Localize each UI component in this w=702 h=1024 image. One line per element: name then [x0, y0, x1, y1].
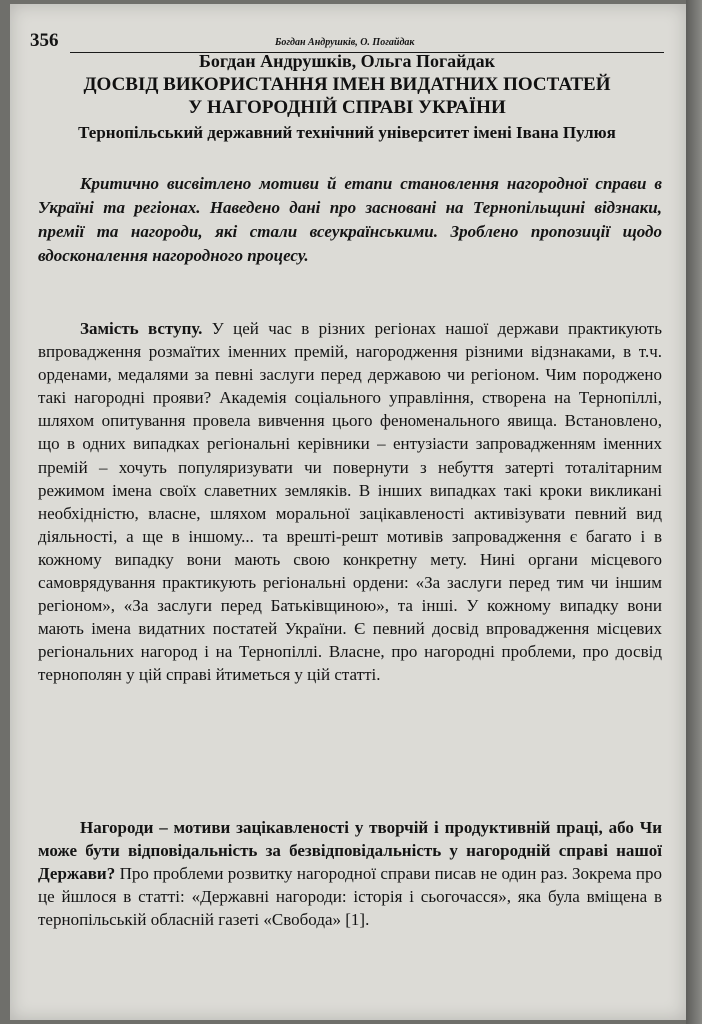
page-number: 356 — [30, 30, 59, 51]
article-title-line-2: У НАГОРОДНІЙ СПРАВІ УКРАЇНИ — [188, 97, 506, 118]
section-introduction — [38, 317, 662, 687]
document-page — [10, 4, 686, 1020]
article-authors: Богдан Андрушків, Ольга Погайдак — [198, 51, 495, 71]
section-introduction-heading: Замість вступу. — [80, 319, 203, 338]
section-introduction-text: У цей час в різних регіонах нашої держави практикують впровадження розмаїтих іменних премій, нагородження різними відзнаками, в т.ч. орденами, медалями за певні заслуги перед державою чи регіоном. Чим породжено такі нагородні прояви? Академія соціального управління, створена на Тернопіллі, шляхом опитування провела вивчення цього феноменального явища. Встановлено, що в одних випадках регіональні керівники – ентузіасти запровадженням іменних премій – хочуть популяризувати чи повернути з небуття затерті тоталітарним режимом імена своїх славетних земляків. В інших випадках такі кроки викликані необхідністю, власне, шляхом моральної зацікавленості активізувати певний вид діяльності, а ще в іншому... та врешті-решт мотивів запровадження є багато і в кожному випадку вони мають свою конкретну мету. Нині органи місцевого самоврядування практикують регіональні ордени: «За заслуги перед тим чи іншим регіоном», «За заслуги перед Батьківщиною», та інші. У кожному випадку вони мають імена видатних постатей України. Є певний досвід впровадження місцевих регіональних нагород і на Тернопіллі. Власне, про нагородні проблеми, про досвід тернополян у цій справі йтиметься у цій статті. — [38, 319, 662, 685]
section-awards — [38, 816, 662, 931]
article-affiliation: Тернопільський державний технічний університет імені Івана Пулюя — [78, 123, 616, 142]
article-title-line-1: ДОСВІД ВИКОРИСТАННЯ ІМЕН ВИДАТНИХ ПОСТАТЕЙ — [83, 74, 611, 95]
section-awards-text: Про проблеми розвитку нагородної справи писав не один раз. Зокрема про це йшлося в статті: «Державні нагороди: історія і сьогочасся», яка була вміщена в тернопільській обласній газеті «Свобода» [1]. — [38, 864, 662, 930]
section-awards-heading: Нагороди – мотиви зацікавленості у творчій і продуктивній праці, або Чи може бути відповідальність за безвідповідальність у нагородній справі нашої Держави? — [38, 818, 662, 884]
title-block — [30, 50, 664, 144]
scan-edge-shadow — [686, 0, 702, 1024]
running-head: Богдан Андрушків, О. Погайдак — [275, 37, 415, 48]
article-abstract: Критично висвітлено мотиви й етапи становлення нагородної справи в Україні та регіонах. Наведено дані про засновані на Тернопільщині відзнаки, премії та нагороди, які стали всеукраїнськими. Зроблено пропозиції щодо вдосконалення нагородного процесу. — [38, 174, 662, 265]
